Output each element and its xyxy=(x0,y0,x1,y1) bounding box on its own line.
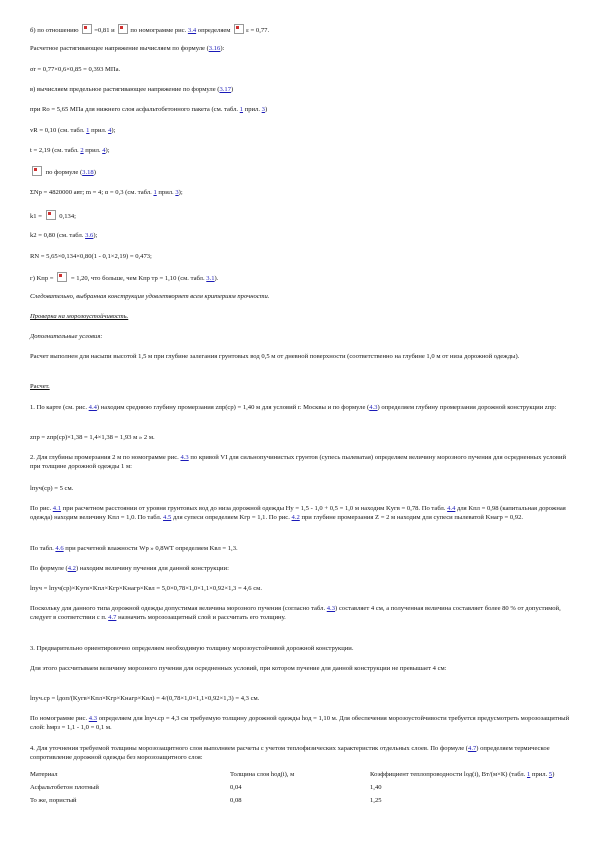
table-row xyxy=(30,796,570,809)
table-cell: То же, пористый xyxy=(30,797,77,804)
text: прил. xyxy=(158,189,174,196)
appendix-link[interactable]: 4 xyxy=(102,147,106,154)
line-4 xyxy=(30,85,570,94)
table-link[interactable]: 1 xyxy=(527,771,531,778)
text: ); xyxy=(111,127,116,134)
text: По формуле ( xyxy=(30,565,68,572)
text: по кривой VI для сильнопучинистых грунтов (супесь пылеватая) определяем величину морозного пучения для осредненных условий при толщине дорожной одежды 1 м: xyxy=(30,454,567,470)
figure-link[interactable]: 4.3 xyxy=(88,715,98,722)
paragraph-step-3: 3. Предварительно ориентировочно определяем необходимую толщину морозоустойчивой дорожной конструкции. xyxy=(30,645,354,652)
paragraph-step-4 xyxy=(30,744,570,762)
broken-image-icon xyxy=(118,24,128,34)
paragraph-conditions: Расчет выполнен для насыпи высотой 1,5 м при глубине залегания грунтовых вод 0,5 м от дневной поверхности (соответственно на глубине 1,0 м от низа дорожной одежды). xyxy=(30,353,520,360)
table-link[interactable]: 4.5 xyxy=(163,514,172,521)
line-7 xyxy=(30,146,570,155)
table-cell: 1,25 xyxy=(370,797,382,804)
text: Коэффициент теплопроводности lод(i), Вт/(м×К) (табл. xyxy=(370,771,526,778)
paragraph-coefficients xyxy=(30,504,570,522)
text: vR = 0,10 (см. табл. xyxy=(30,127,85,134)
text: для супеси определяем Kгр = 1,1. По рис. xyxy=(172,514,290,521)
text: по формуле ( xyxy=(45,169,83,176)
table-link[interactable]: 2 xyxy=(80,147,84,154)
text: для Kпл = 0,98 (капитальная дорожная одежда) находим величину Kпл = 1,0. По табл. xyxy=(30,505,566,521)
line-lpuch-result: lпуч = lпуч(ср)×Kугв×Kпл×Kгр×Kнагр×Kвл = 5,0×0,78×1,0×1,1×0,92×1,3 = 4,6 см. xyxy=(30,585,262,592)
appendix-link[interactable]: 4 xyxy=(108,127,112,134)
text: По табл. xyxy=(30,545,54,552)
table-header: Материал xyxy=(30,771,58,778)
line-lpuch-sr: lпуч.ср = lдоп/(Kугв×Kпл×Kгр×Kнагр×Kвл) = 4/(0,78×1,0×1,1×0,92×1,3) = 4,3 см. xyxy=(30,695,260,702)
figure-link[interactable]: 4.4 xyxy=(88,404,97,411)
text: 0,134; xyxy=(59,213,76,220)
subheading: Дополнительные условия: xyxy=(30,333,103,340)
table-link[interactable]: 4.3 xyxy=(326,605,335,612)
text: k2 = 0,80 (см. табл. xyxy=(30,232,84,239)
text: t = 2,19 (см. табл. xyxy=(30,147,79,154)
text: при Ro = 5,65 МПа для нижнего слоя асфальтобетонного пакета (см. табл. xyxy=(30,106,239,113)
line-1 xyxy=(30,24,570,35)
table-link[interactable]: 4.6 xyxy=(55,545,64,552)
table-row xyxy=(30,783,570,796)
text: 4. Для уточнения требуемой толщины морозозащитного слоя выполняем расчеты с учетом теплофизических характеристик отдельных слоев. По формуле ( xyxy=(30,745,469,752)
line-3 xyxy=(30,65,570,74)
text: определяем xyxy=(197,27,231,34)
text: = 1,20, что больше, чем Kпр тр = 1,10 (см. табл. xyxy=(70,275,205,282)
paragraph-allowed xyxy=(30,604,570,622)
figure-link[interactable]: 3.4 xyxy=(187,27,197,34)
line-12 xyxy=(30,252,570,261)
text: при расчетной влажности Wp » 0,8WT определяем Kвл = 1,3. xyxy=(65,545,238,552)
text: в) вычисляем предельное растягивающее напряжение по формуле ( xyxy=(30,86,220,93)
text: 2. Для глубины промерзания 2 м по номограмме рис. xyxy=(30,454,179,461)
formula-link[interactable]: 4.3 xyxy=(369,404,378,411)
line-kvl xyxy=(30,544,570,553)
table-link[interactable]: 1 xyxy=(86,127,90,134)
text: прил. xyxy=(91,127,107,134)
text: при глубине промерзания Z = 2 м находим для супеси пылеватой Kнагр = 0,92. xyxy=(301,514,524,521)
text: RN = 5,65×0,134×0,80(1 - 0,1×2,19) = 0,473; xyxy=(30,253,152,260)
line-10 xyxy=(30,210,570,221)
text: ). xyxy=(214,275,219,282)
text: 1. По карте (см. рис. xyxy=(30,404,87,411)
text: ΣNp = 4820000 авт; m = 4; α = 0,3 (см. табл. xyxy=(30,189,152,196)
line-8 xyxy=(30,166,570,177)
paragraph-step-1 xyxy=(30,403,570,412)
table-link[interactable]: 3.6 xyxy=(85,232,94,239)
text: =0,81 и xyxy=(94,27,115,34)
text: ε = 0,77. xyxy=(246,27,270,34)
text: По рис. xyxy=(30,505,52,512)
line-9 xyxy=(30,188,570,197)
text: определяем для lпуч.ср = 4,3 см требуемую толщину дорожной одежды hод = 1,10 м. Для обеспечения морозоустойчивости требуется предусмотреть морозозащитный слой: hмрз = 1,1 - 1,0 = 0,1 м. xyxy=(30,715,570,731)
text: k1 = xyxy=(30,213,42,220)
formula-link[interactable]: 4.7 xyxy=(468,745,477,752)
table-link[interactable]: 4.4 xyxy=(447,505,456,512)
line-5 xyxy=(30,105,570,114)
text: ): xyxy=(220,45,225,52)
text: г) Kпр = xyxy=(30,275,54,282)
text: ); xyxy=(178,189,183,196)
line-lpuch: lпуч(ср) = 5 см. xyxy=(30,485,74,492)
section-heading: Проверка на морозоустойчивость. xyxy=(30,313,129,320)
formula-link[interactable]: 4.2 xyxy=(67,565,76,572)
text: ) находим среднюю глубину промерзания zпр(ср) = 1,40 м для условий г. Москвы и по формуле ( xyxy=(96,404,370,411)
broken-image-icon xyxy=(82,24,92,34)
table-cell: 0,08 xyxy=(230,797,242,804)
text: Поскольку для данного типа дорожной одежды допустимая величина морозного пучения (согласно табл. xyxy=(30,605,326,612)
table-link[interactable]: 1 xyxy=(153,189,157,196)
appendix-link[interactable]: 3 xyxy=(175,189,179,196)
table-link[interactable]: 3.1 xyxy=(206,275,215,282)
appendix-link[interactable]: 3 xyxy=(261,106,265,113)
broken-image-icon xyxy=(46,210,56,220)
figure-link[interactable]: 4.1 xyxy=(52,505,62,512)
text: прил. xyxy=(244,106,260,113)
text: ) составляет 4 см, а полученная величина составляет более 80 % от допустимой, следует в соответствии с п. xyxy=(30,605,561,621)
line-zpr: zпр = zпр(ср)×1,38 = 1,4×1,38 = 1,93 м » 2 м. xyxy=(30,434,155,441)
text: Расчетное растягивающее напряжение вычисляем по формуле ( xyxy=(30,45,209,52)
text: σr = 0,77×0,6×0,85 = 0,393 МПа. xyxy=(30,66,121,73)
formula-link[interactable]: 3.18 xyxy=(82,169,94,176)
text: назначить морозозащитный слой и рассчитать его толщину. xyxy=(118,614,286,621)
formula-link[interactable]: 3.16 xyxy=(208,45,221,52)
broken-image-icon xyxy=(32,166,42,176)
conclusion-text: Следовательно, выбранная конструкция удовлетворяет всем критериям прочности. xyxy=(30,293,270,300)
text: ) определяем термическое сопротивление дорожной одежды без морозозащитного слоя: xyxy=(30,745,550,761)
formula-link[interactable]: 3.17 xyxy=(219,86,232,93)
table-header-row xyxy=(30,770,570,783)
text: прил. xyxy=(531,771,548,778)
text: ) xyxy=(264,106,268,113)
broken-image-icon xyxy=(234,24,244,34)
line-2 xyxy=(30,44,570,53)
text: б) по отношению xyxy=(30,27,79,34)
table-cell: 1,40 xyxy=(370,784,382,791)
text: ) xyxy=(93,169,96,176)
text: ) находим величину пучения для данной конструкции: xyxy=(75,565,229,572)
table-link[interactable]: 1 xyxy=(239,106,244,113)
broken-image-icon xyxy=(57,272,67,282)
materials-table xyxy=(30,770,570,809)
line-6 xyxy=(30,126,570,135)
text: при расчетном расстоянии от уровня грунтовых вод до низа дорожной одежды Hy = 1,5 - 1,0 + 0,5 = 1,0 м находим Kугв = 0,78. По табл. xyxy=(62,505,446,512)
subheading-calc: Расчет. xyxy=(30,383,50,390)
paragraph-step-3-detail: Для этого рассчитываем величину морозного пучения для осредненных условий, при котором пучение для данной конструкции не превышает 4 см: xyxy=(30,665,447,672)
text: По номограмме рис. xyxy=(30,715,88,722)
text: ) xyxy=(231,86,234,93)
text: по номограмме рис. xyxy=(130,27,187,34)
line-11 xyxy=(30,231,570,240)
text: прил. xyxy=(85,147,101,154)
line-13 xyxy=(30,272,570,283)
table-header xyxy=(370,770,570,783)
paragraph-nomogram xyxy=(30,714,570,732)
table-cell: 0,04 xyxy=(230,784,242,791)
section-link[interactable]: 4.7 xyxy=(108,614,117,621)
text: ); xyxy=(105,147,110,154)
table-header: Толщина слоя hод(i), м xyxy=(230,771,295,778)
line-formula xyxy=(30,564,570,573)
figure-link[interactable]: 4.2 xyxy=(291,514,300,521)
appendix-link[interactable]: 5 xyxy=(548,771,553,778)
paragraph-step-2 xyxy=(30,453,570,471)
figure-link[interactable]: 4.3 xyxy=(180,454,189,461)
table-cell: Асфальтобетон плотный xyxy=(30,784,99,791)
text: ); xyxy=(93,232,98,239)
text: ) xyxy=(552,771,555,778)
text: ) определяем глубину промерзания дорожной конструкции zпр: xyxy=(377,404,557,411)
